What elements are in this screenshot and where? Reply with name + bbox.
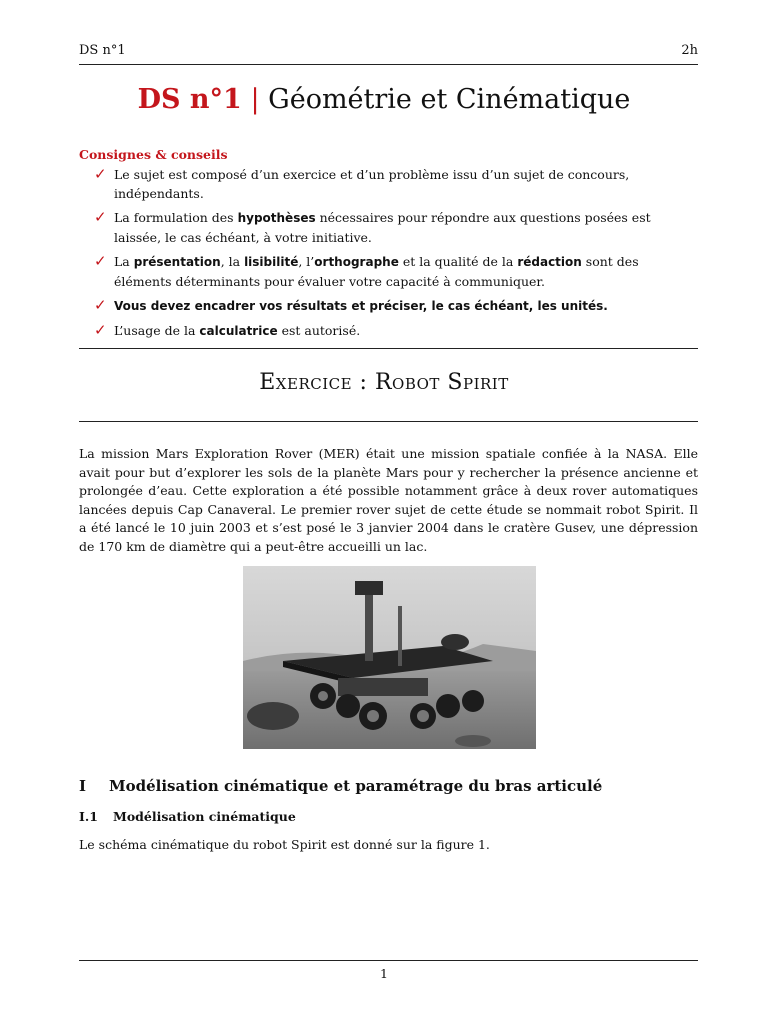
section-I1-heading bbox=[79, 809, 296, 824]
consigne-item bbox=[94, 165, 700, 203]
consigne-emphasis: rédaction bbox=[517, 255, 582, 269]
consigne-text: Le sujet est composé d’un exercice et d’un problème issu d’un sujet de concours, indépendants. bbox=[114, 167, 630, 201]
section-I1-title: Modélisation cinématique bbox=[113, 809, 296, 824]
header-right: 2h bbox=[681, 43, 698, 58]
consigne-emphasis: hypothèses bbox=[237, 211, 316, 225]
title-prefix: DS n°1 bbox=[137, 84, 242, 115]
check-icon: ✓ bbox=[94, 252, 107, 270]
rover-illustration bbox=[243, 566, 536, 749]
check-icon: ✓ bbox=[94, 296, 107, 314]
exercise-title: Exercice : Robot Spirit bbox=[259, 370, 509, 395]
check-icon: ✓ bbox=[94, 321, 107, 339]
consigne-emphasis: calculatrice bbox=[199, 324, 278, 338]
header-rule bbox=[79, 64, 698, 65]
page-number: 1 bbox=[380, 966, 388, 981]
consigne-item bbox=[94, 296, 700, 316]
exercise-rule-bottom bbox=[79, 421, 698, 422]
rover-photo bbox=[243, 566, 536, 749]
intro-paragraph: La mission Mars Exploration Rover (MER) était une mission spatiale confiée à la NASA. Elle avait pour but d’explorer les sols de la planète Mars pour y rechercher la présence ancienne et prolongée d’eau. Cette exploration a été possible notamment grâce à deux rover automatiques lancées depuis Cap Canaveral. Le premier rover sujet de cette étude se nommait robot Spirit. Il a été lancé le 10 juin 2003 et s’est posé le 3 janvier 2004 dans le cratère Gusev, une dépression de 170 km de diamètre qui a peut-être accueilli un lac. bbox=[79, 446, 698, 554]
consigne-text: sont des éléments déterminants pour évaluer votre capacité à communiquer. bbox=[114, 254, 639, 289]
consigne-text: et la qualité de la bbox=[398, 254, 518, 269]
document-title bbox=[0, 84, 768, 115]
title-separator: | bbox=[250, 84, 260, 115]
consigne-text: nécessaires pour répondre aux questions posées est laissée, le cas échéant, à votre initiative. bbox=[114, 210, 651, 245]
check-icon: ✓ bbox=[94, 208, 107, 226]
header-left: DS n°1 bbox=[79, 43, 126, 58]
consigne-emphasis: présentation bbox=[133, 255, 221, 269]
section-I1-number: I.1 bbox=[79, 809, 98, 824]
consignes-list bbox=[94, 165, 700, 346]
section-I-title: Modélisation cinématique et paramétrage du bras articulé bbox=[109, 777, 603, 795]
consigne-item bbox=[94, 252, 700, 291]
consigne-text: La bbox=[114, 254, 134, 269]
footer-rule bbox=[79, 960, 698, 961]
section-I-heading bbox=[79, 777, 602, 795]
consigne-item bbox=[94, 321, 700, 341]
exercise-rule-top bbox=[79, 348, 698, 349]
title-subject: Géométrie et Cinématique bbox=[268, 84, 631, 115]
consigne-text: , l’ bbox=[298, 254, 315, 269]
consigne-item bbox=[94, 208, 700, 247]
consignes-heading: Consignes & conseils bbox=[79, 147, 228, 162]
consigne-emphasis: Vous devez encadrer vos résultats et préciser, le cas échéant, les unités. bbox=[114, 299, 608, 313]
consigne-text: , la bbox=[220, 254, 245, 269]
consigne-emphasis: lisibilité bbox=[244, 255, 299, 269]
section-I1-text: Le schéma cinématique du robot Spirit est donné sur la figure 1. bbox=[79, 837, 490, 852]
consigne-text: La formulation des bbox=[114, 210, 238, 225]
consigne-text: L’usage de la bbox=[114, 323, 200, 338]
check-icon: ✓ bbox=[94, 165, 107, 183]
consigne-text: est autorisé. bbox=[277, 323, 361, 338]
section-I-number: I bbox=[79, 777, 87, 795]
consigne-emphasis: orthographe bbox=[314, 255, 399, 269]
